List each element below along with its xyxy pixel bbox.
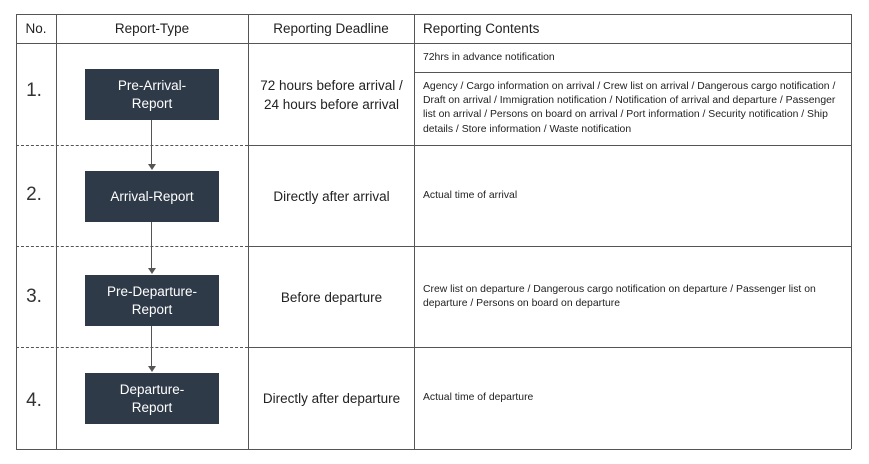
deadline-cell [249,348,414,449]
table-bottom-border [16,449,851,450]
deadline-cell [249,146,414,246]
flow-arrow-line [151,326,152,366]
report-box-pre-departure [85,275,219,326]
flow-arrow-head [148,366,156,372]
contents-cell: Actual time of departure [423,392,534,403]
report-box-departure [85,373,219,424]
deadline-line: Directly after departure [262,391,401,406]
report-box-label-line: Report [131,399,173,415]
contents-subrow-separator [414,72,851,73]
report-box-label-line: Arrival-Report [110,188,194,204]
flow-arrow-head [148,164,156,170]
deadline-line: 72 hours before arrival / [260,77,403,93]
deadline-line: Directly after arrival [273,188,390,204]
report-box-label-line: Report [131,301,173,317]
contents-advance-notice: 72hrs in advance notification [423,52,555,63]
report-box-arrival [85,171,219,222]
row-number: 3. [26,286,42,307]
deadline-cell [249,44,414,145]
contents-cell: Agency / Cargo information on arrival / Crew list on arrival / Dangerous cargo notification / Draft on arrival / Immigration notification / Notification of arrival and departure / Passenger list on arrival / Persons on board on arrival / Port information / Security notification / Ship details / Store information / Waste notification [423,81,836,135]
flow-arrow-line [151,120,152,164]
deadline-line: Before departure [280,289,383,305]
row-separator-dashed [16,246,248,247]
row-number: 4. [26,390,42,411]
row-number: 1. [26,80,42,101]
report-box-label-line: Report [131,95,173,111]
report-box-label-line: Pre-Departure- [106,283,198,299]
row-number: 2. [26,184,42,205]
report-box-pre-arrival [85,69,219,120]
deadline-cell [249,247,414,347]
row-separator-dashed [16,145,248,146]
flow-arrow-head [148,268,156,274]
header-report-type: Report-Type [114,21,190,36]
report-box-label-line: Pre-Arrival- [117,77,187,93]
header-no: No. [25,21,47,36]
report-box-label-line: Departure- [119,381,185,397]
header-bottom-border [16,43,851,44]
col-divider-deadline [414,14,415,449]
col-divider-no [56,14,57,449]
row-separator-dashed [16,347,248,348]
header-reporting-contents: Reporting Contents [423,21,540,36]
contents-cell: Actual time of arrival [423,190,518,201]
flow-arrow-line [151,222,152,268]
deadline-line: 24 hours before arrival [263,96,400,112]
header-reporting-deadline: Reporting Deadline [273,21,389,36]
contents-cell: Crew list on departure / Dangerous cargo notification on departure / Passenger list on departure / Persons on board on departure [423,284,816,310]
table-right-border [851,14,852,449]
